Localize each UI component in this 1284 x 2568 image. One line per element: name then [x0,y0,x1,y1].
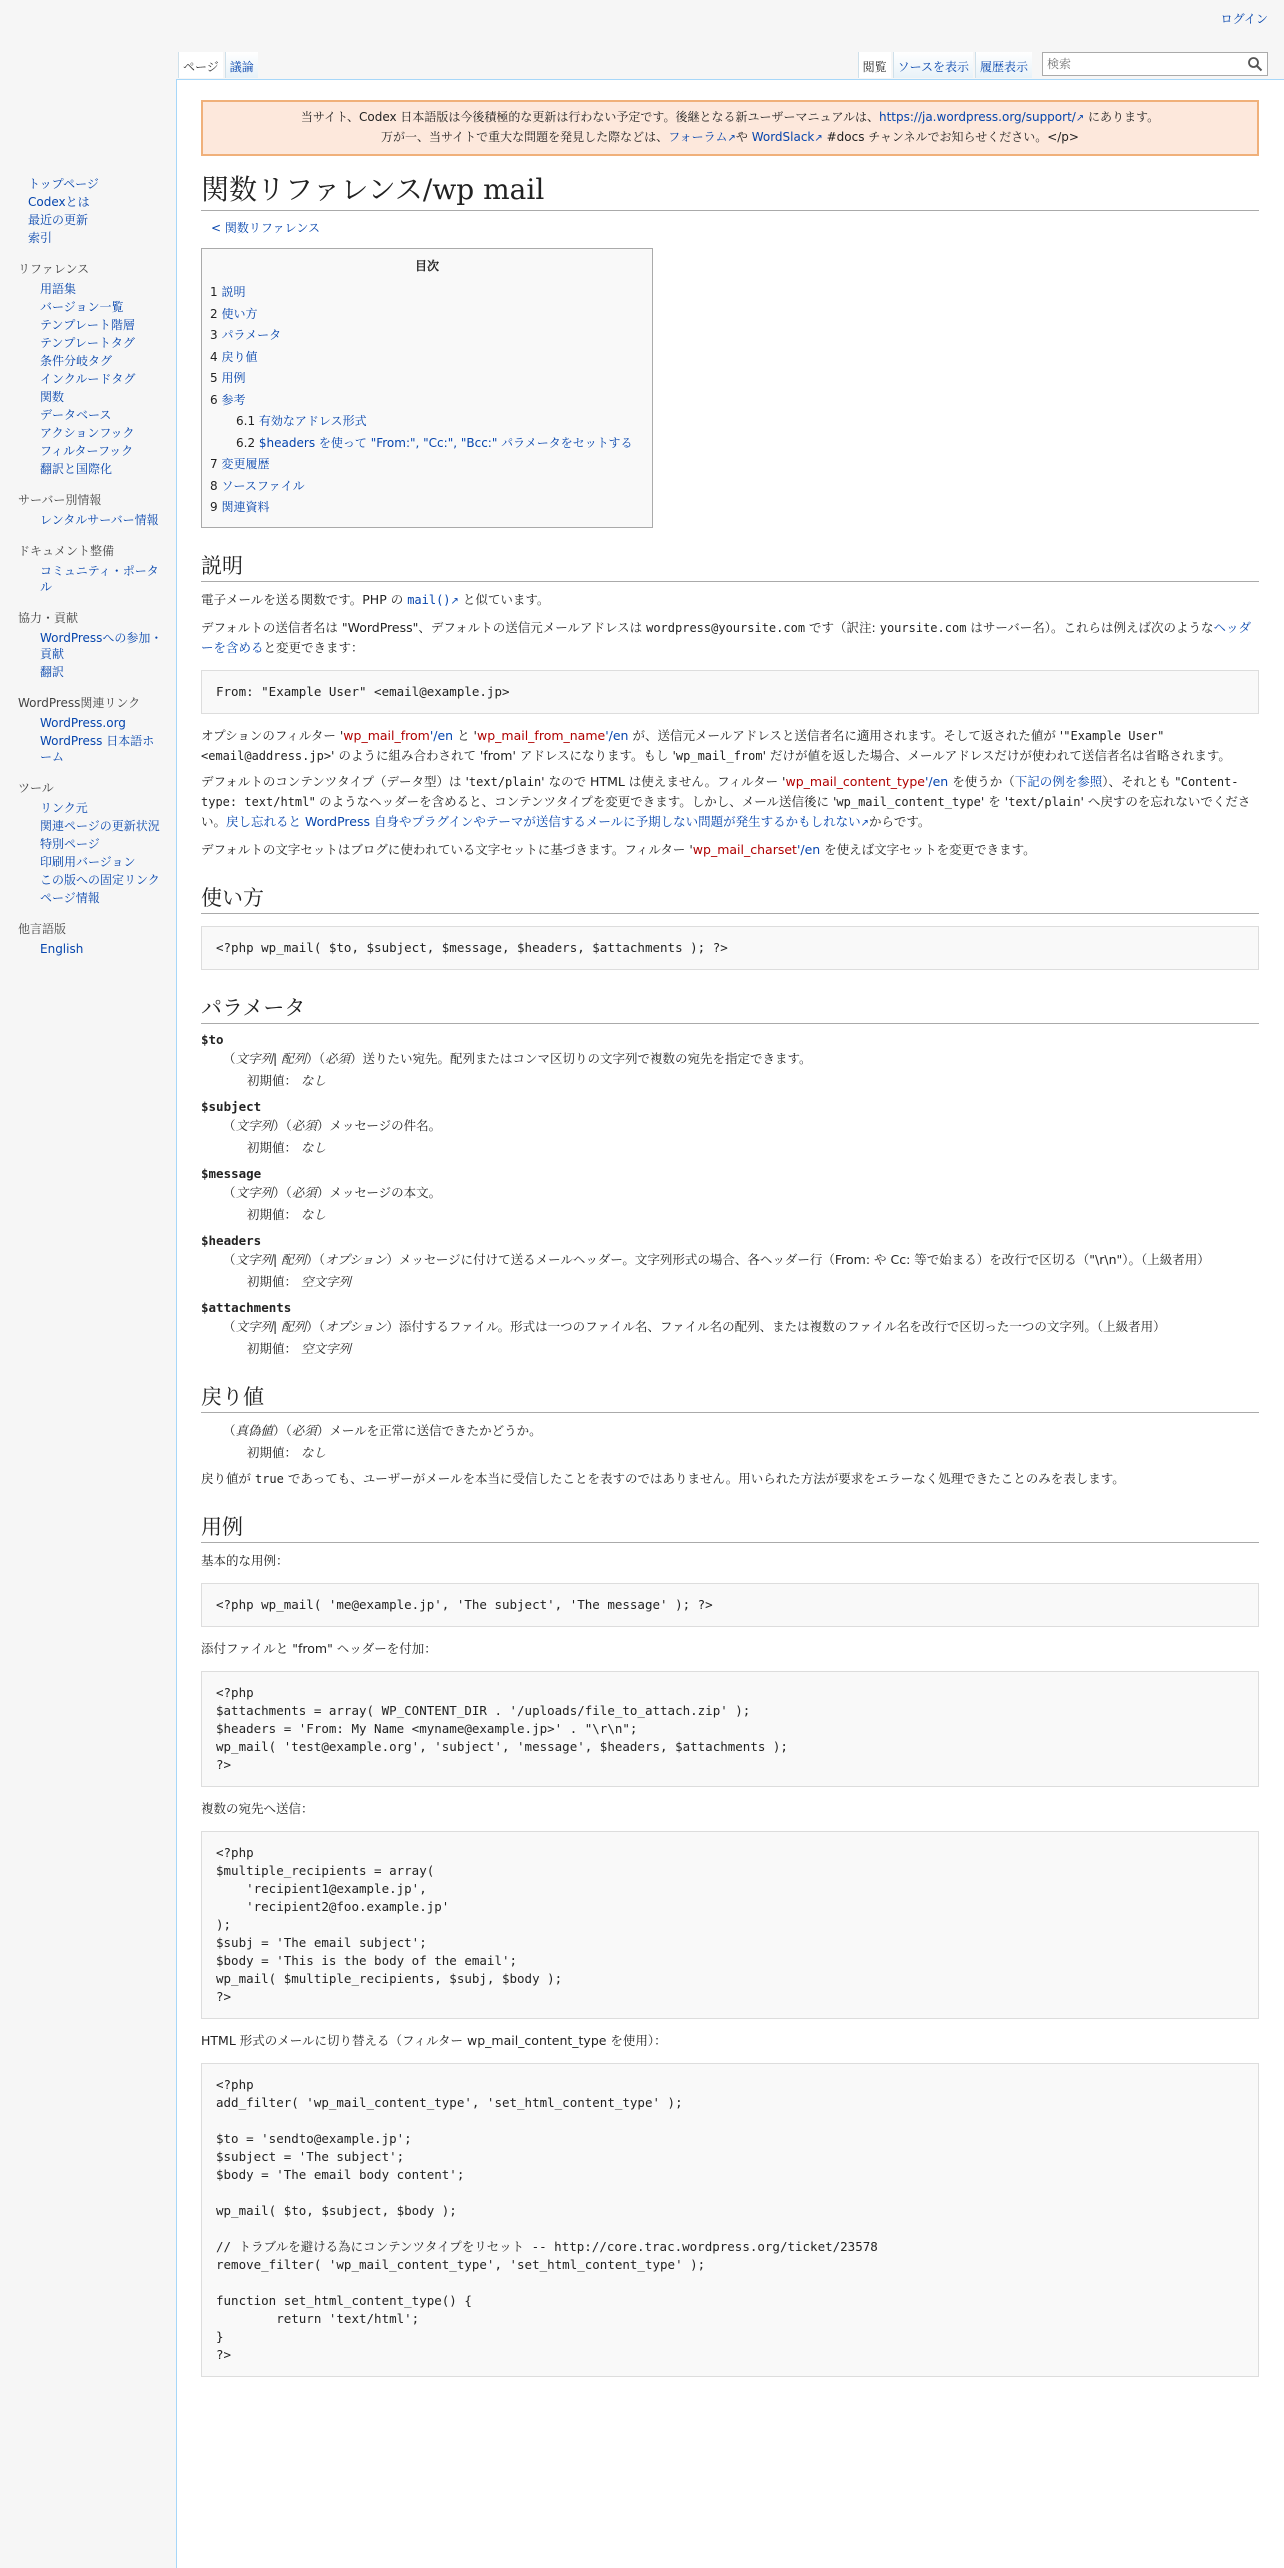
sidebar-group-title: サーバー別情報 [18,493,102,507]
sidebar-group [18,260,166,477]
sidebar-item[interactable]: ページ情報 [40,891,100,905]
en-link[interactable]: '/en [429,727,454,743]
main-content [176,79,1284,2568]
toc-label[interactable]: ソースファイル [221,478,305,493]
param-desc: （文字列| 配列）（オプション）添付するファイル。形式は一つのファイル名、ファイル名の配列、または複数のファイル名を改行で区切った一つの文字列。（上級者用） [223,1318,1166,1334]
return-default: 初期値： なし [247,1444,327,1460]
toc-number: 7 [210,457,218,471]
param-desc: （文字列）（必須）メッセージの本文。 [223,1184,442,1200]
code-block-multi: <?php $multiple_recipients = array( 'recipient1@example.jp', 'recipient2@foo.example.jp' ); $subj = 'The email subject'; $body = 'This is the body of the email'; wp_mail( $multiple_recipients, $subj, $body ); ?> [201,1831,1259,2019]
sidebar-item[interactable]: テンプレートタグ [40,336,135,350]
param-default: 初期値： なし [247,1206,327,1222]
section-heading-return: 戻り値 [201,1381,1259,1413]
description-p5: デフォルトの文字セットはブログに使われている文字セットに基づきます。フィルター 'wp_mail_charset'/en を使えば文字セットを変更できます。 [201,841,1036,857]
sidebar-item[interactable]: 用語集 [40,282,77,296]
top-bar [0,0,1284,30]
section-heading-description: 説明 [201,550,1259,582]
toc-label[interactable]: 用例 [221,371,246,385]
param-default: 初期値： なし [247,1072,327,1088]
toc-number: 6.1 [236,414,256,428]
sidebar-group [18,694,166,765]
description-p4: デフォルトのコンテンツタイプ（データ型）は 'text/plain' なので HTML は使えません。フィルター 'wp_mail_content_type'/en を使うか（下記の例を参照）、それとも "Content-type: text/html" のようなヘッダーを含めると、コンテンツタイプを変更できます。しかし、メール送信後に 'wp_mail_content_type' を 'text/plain' へ戻すのを忘れないでください。戻し忘れると WordPress 自身やプラグインやテーマが送信するメールに予期しない問題が発生するかもしれない↗からです。 [201,773,1251,829]
toc-number: 6 [210,392,218,407]
notice-forum-link[interactable]: フォーラム [668,130,728,144]
toc-number: 9 [210,500,218,514]
toc-item[interactable] [210,390,644,412]
sidebar-item[interactable]: リンク元 [40,801,88,815]
logo-area[interactable] [0,30,176,160]
toc-label[interactable]: 戻り値 [221,349,258,364]
toc-title: 目次 [414,259,439,273]
toc-number: 1 [210,285,218,299]
notice-text: や [735,130,752,144]
external-link-icon: ↗ [1075,113,1085,124]
external-link-icon: ↗ [450,595,459,607]
return-desc: （真偽値）（必須）メールを正常に送信できたかどうか。 [223,1422,542,1438]
en-link[interactable]: '/en [924,773,949,789]
example-basic-label: 基本的な用例： [201,1552,289,1568]
sidebar-item[interactable]: インクルードタグ [40,372,136,386]
code-block-html: <?php add_filter( 'wp_mail_content_type', 'set_html_content_type' ); $to = 'sendto@example.jp'; $subject = 'The subject'; $body = 'The email body content'; wp_mail( $to, $subject, $body ); // トラブルを避ける為にコンテンツタイプをリセット -- http://core.trac.wordpress.org/ticket/23578 remove_filter( 'wp_mail_content_type', 'set_html_content_type' ); function set_html_content_type() { return 'text/html'; } ?> [201,2063,1259,2377]
filter-link-wp-mail-from[interactable]: wp_mail_from [343,727,430,743]
trac-ticket-link[interactable]: 戻し忘れると WordPress 自身やプラグインやテーマが送信するメールに予期しない問題が発生するかもしれない [226,813,861,829]
sidebar-item[interactable]: 翻訳 [40,665,65,679]
description-p3: オプションのフィルター 'wp_mail_from'/en と 'wp_mail_from_name'/en が、送信元メールアドレスと送信者名に適用されます。そして返された値が '"Example User" <email@address.jp>' のように組み合わされて 'from' アドレスになります。もし 'wp_mail_from' だけが値を返した場合、メールアドレスだけが使われて送信者名は省略されます。 [201,727,1231,763]
sidebar-item[interactable]: WordPressへの参加・貢献 [40,631,163,661]
parameter-list [201,1032,1260,1359]
page-title: 関数リファレンス/wp mail [201,168,1259,211]
sidebar-item[interactable]: English [40,942,84,956]
code-block-basic: <?php wp_mail( 'me@example.jp', 'The subject', 'The message' ); ?> [201,1583,1259,1627]
code-block-usage: <?php wp_mail( $to, $subject, $message, $headers, $attachments ); ?> [201,926,1259,970]
return-value [201,1421,1260,1463]
param-default: 初期値： なし [247,1139,327,1155]
example-multi-label: 複数の宛先へ送信： [201,1800,314,1816]
sidebar-item[interactable]: レンタルサーバー情報 [40,513,159,527]
external-link-icon: ↗ [814,133,823,144]
sidebar-item[interactable]: データベース [40,408,112,422]
toc-label[interactable]: 有効なアドレス形式 [258,414,367,428]
en-link[interactable]: '/en [605,727,629,743]
section-heading-examples: 用例 [201,1511,1259,1543]
param-name: $subject [201,1098,262,1114]
section-heading-parameters: パラメータ [201,992,1259,1024]
example-html-label: HTML 形式のメールに切り替える（フィルター wp_mail_content_type を使用）： [201,2032,667,2048]
sidebar [0,176,176,971]
sidebar-item[interactable]: 関数 [40,390,65,404]
toc-item[interactable] [210,476,644,498]
toc-item[interactable] [210,433,644,455]
param-desc: （文字列| 配列）（必須）送りたい宛先。配列またはコンマ区切りの文字列で複数の宛先を指定できます。 [223,1050,812,1066]
sidebar-item-about[interactable]: Codexとは [28,195,90,209]
sidebar-item[interactable]: 印刷用バージョン [40,855,136,869]
param-name: $headers [201,1232,262,1248]
sidebar-group-title: ドキュメント整備 [18,544,115,558]
toc-item[interactable] [210,304,644,326]
param-default: 初期値： 空文字列 [247,1340,352,1356]
toc-item[interactable] [210,411,644,433]
external-link-icon: ↗ [727,133,736,144]
sidebar-item[interactable]: この版への固定リンク [40,873,160,887]
param-desc: （文字列| 配列）（オプション）メッセージに付けて送るメールヘッダー。文字列形式の場合、各ヘッダー行（From: や Cc: 等で始まる）を改行で区切る（"\r\n"）。（上級者用） [223,1251,1210,1267]
sidebar-item[interactable]: WordPress 日本語ホーム [40,734,155,764]
sidebar-item[interactable]: WordPress.org [40,716,126,730]
sidebar-item[interactable]: バージョン一覧 [40,300,124,314]
toc-number: 5 [210,371,218,385]
toc-item[interactable] [210,497,644,519]
tab-view-source[interactable]: ソースを表示 [893,52,973,78]
toc-label[interactable]: $headers を使って "From:", "Cc:", "Bcc:" パラメータをセットする [258,435,633,450]
view-tabs [858,48,1268,78]
toc-label[interactable]: 参考 [221,392,246,407]
sidebar-item[interactable]: フィルターフック [40,444,134,458]
notice-text: 当サイト、Codex 日本語版は今後積極的な更新は行わない予定です。後継となる新ユーザーマニュアルは、 [300,110,879,124]
sidebar-group-title: リファレンス [18,262,90,276]
toc-label[interactable]: 使い方 [221,306,258,321]
toc-item[interactable] [210,368,644,390]
description-p1: 電子メールを送る関数です。PHP の mail()↗ と似ています。 [201,591,550,607]
search-icon[interactable] [1247,56,1263,72]
site-notice [201,100,1259,156]
param-name: $attachments [201,1299,292,1315]
tab-read[interactable]: 閲覧 [858,52,891,78]
toc-item[interactable] [210,325,644,347]
sidebar-item-main-page[interactable]: トップページ [28,177,99,191]
sidebar-item-recent-changes[interactable]: 最近の更新 [28,213,89,227]
breadcrumb[interactable]: < 関数リファレンス [211,221,320,235]
toc-label[interactable]: 変更履歴 [221,457,270,471]
sidebar-item[interactable]: 特別ページ [40,837,100,851]
sidebar-item-index[interactable]: 索引 [28,231,53,245]
section-heading-usage: 使い方 [201,882,1259,914]
search-box [1042,52,1268,76]
notice-text: #docs チャンネルでお知らせください。</p> [822,130,1079,144]
sidebar-item[interactable]: 翻訳と国際化 [40,462,113,476]
toc-item[interactable] [210,347,644,369]
toc-number: 4 [210,349,218,364]
external-link-icon: ↗ [860,817,870,829]
sidebar-group [18,542,166,595]
sidebar-group [18,920,166,957]
notice-text: にあります。 [1084,110,1160,124]
toc-label[interactable]: 関連資料 [221,500,270,514]
sidebar-group-title: 他言語版 [18,922,67,936]
filter-link-wp-mail-content-type[interactable]: wp_mail_content_type [785,773,925,789]
tab-page[interactable]: ページ [178,52,223,78]
en-link[interactable]: '/en [796,841,821,857]
param-name: $to [201,1031,224,1047]
see-example-link[interactable]: 下記の例を参照 [1014,773,1103,789]
filter-link-wp-mail-from-name[interactable]: wp_mail_from_name [476,727,606,743]
sidebar-group [18,609,166,680]
sidebar-navigation [22,176,166,246]
sidebar-item[interactable]: 関連ページの更新状況 [40,819,160,833]
filter-link-wp-mail-charset[interactable]: wp_mail_charset [692,841,797,857]
toc-number: 3 [210,328,218,342]
mail-function-link[interactable]: mail() [407,592,451,607]
toc-label[interactable]: パラメータ [221,328,282,342]
param-name: $message [201,1165,262,1181]
code-block-attach: <?php $attachments = array( WP_CONTENT_DIR . '/uploads/file_to_attach.zip' ); $headers = 'From: My Name <myname@example.jp>' . "\r\n"; wp_mail( 'test@example.org', 'subject', 'message', $headers, $attachments ); ?> [201,1671,1259,1787]
code-block-from: From: "Example User" <email@example.jp> [201,670,1259,714]
notice-slack-link[interactable]: WordSlack [751,130,815,144]
toc-label[interactable]: 説明 [221,285,246,299]
toc-number: 8 [210,478,218,493]
sidebar-group-title: WordPress関連リンク [18,696,141,710]
sidebar-group [18,779,166,906]
return-note: 戻り値が true であっても、ユーザーがメールを本当に受信したことを表すのではありません。用いられた方法が要求をエラーなく処理できたことのみを表します。 [201,1470,1125,1486]
login-link[interactable]: ログイン [1220,12,1268,26]
toc-item[interactable] [210,282,644,304]
sidebar-group-title: 協力・貢献 [18,611,79,625]
notice-text: 万が一、当サイトで重大な問題を発見した際などは、 [381,130,669,144]
sidebar-item[interactable]: テンプレート階層 [40,318,135,332]
tab-history[interactable]: 履歴表示 [975,52,1032,78]
param-default: 初期値： 空文字列 [247,1273,352,1289]
sidebar-item[interactable]: アクションフック [40,426,135,440]
sidebar-group-title: ツール [18,781,54,795]
sidebar-group [18,491,166,528]
notice-support-link[interactable]: https://ja.wordpress.org/support/ [878,110,1076,124]
description-p2: デフォルトの送信者名は "WordPress"、デフォルトの送信元メールアドレスは wordpress@yoursite.com です（訳注: yoursite.com はサーバー名）。これらは例えば次のようなヘッダーを含めると変更できます： [201,619,1252,655]
example-attach-label: 添付ファイルと "from" ヘッダーを付加： [201,1640,437,1656]
table-of-contents [201,248,653,528]
toc-number: 6.2 [236,435,256,450]
toc-item[interactable] [210,454,644,476]
tab-discussion[interactable]: 議論 [225,52,258,78]
param-desc: （文字列）（必須）メッセージの件名。 [223,1117,442,1133]
search-input[interactable] [1043,53,1239,75]
include-header-link[interactable]: ヘッダーを含める [201,619,1252,655]
namespace-tabs [178,52,260,78]
sidebar-item[interactable]: コミュニティ・ポータル [40,564,159,594]
sidebar-item[interactable]: 条件分岐タグ [40,354,113,368]
toc-number: 2 [210,306,218,321]
